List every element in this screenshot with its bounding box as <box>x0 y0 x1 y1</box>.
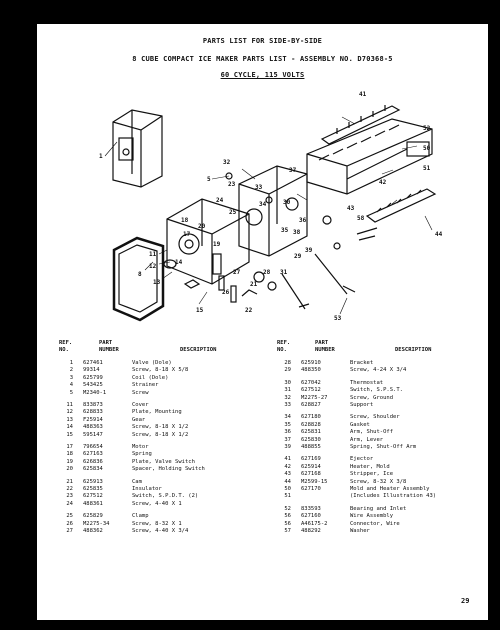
ref-cell: 2 <box>69 367 73 374</box>
ref-cell: 31 <box>284 387 291 394</box>
ref-cell: 51 <box>284 493 291 500</box>
part-number-cell: 625829 <box>83 513 103 520</box>
part-number-cell: 488855 <box>301 444 321 450</box>
part-number-cell: 833873 <box>83 402 103 408</box>
callout-12: 12 <box>149 263 157 270</box>
ref-cell: 23 <box>66 493 73 500</box>
left-part-header: PART NUMBER <box>99 340 119 353</box>
ref-cell: 39 <box>284 444 291 450</box>
ref-cell: 26 <box>66 520 73 527</box>
description-cell: Screw, 4-40 X 1 <box>132 500 182 507</box>
callout-31: 31 <box>280 269 288 276</box>
right-part-header: PART NUMBER <box>315 340 335 353</box>
ref-cell: 15 <box>66 431 73 438</box>
description-cell: Bracket <box>350 360 374 366</box>
part-number-cell: 99314 <box>83 367 100 374</box>
callout-20: 20 <box>198 223 206 230</box>
callout-24: 24 <box>216 197 224 204</box>
callout-44: 44 <box>435 231 443 238</box>
callout-22: 22 <box>245 307 253 314</box>
callout-23: 23 <box>228 181 236 188</box>
part-number-cell: 625830 <box>301 436 321 443</box>
description-cell: Screw, Shoulder <box>350 414 400 421</box>
callout-14: 14 <box>175 259 183 266</box>
description-cell: Spring <box>132 451 152 458</box>
part-number-cell: M2275-27 <box>301 394 328 401</box>
description-cell: Screw, 8-18 X 5/8 <box>132 367 189 374</box>
ref-cell: 25 <box>66 513 73 520</box>
callout-35: 35 <box>281 227 289 234</box>
callout-8: 8 <box>138 271 142 278</box>
part-number-cell: 627180 <box>301 414 321 421</box>
description-cell: Mold and Heater Assembly <box>350 486 430 492</box>
ref-cell: 13 <box>66 416 73 423</box>
part-number-cell: 627461 <box>83 360 103 366</box>
callout-15: 15 <box>196 307 204 314</box>
description-cell: Heater, Mold <box>350 463 390 470</box>
description-cell: Screw, 4-24 X 3/4 <box>350 367 407 374</box>
ref-cell: 34 <box>284 414 291 421</box>
callout-43: 43 <box>347 205 355 212</box>
ref-cell: 20 <box>66 466 73 473</box>
description-cell: Motor <box>132 444 149 450</box>
left-desc-header: DESCRIPTION <box>180 347 217 353</box>
ref-cell: 27 <box>66 528 73 534</box>
ref-cell: 1 <box>69 360 73 366</box>
description-cell: Arm, Shut-Off <box>350 429 394 436</box>
part-number-cell: 626836 <box>83 458 103 465</box>
ref-cell: 5 <box>69 389 73 396</box>
description-cell: Wire Assembly <box>350 513 394 520</box>
ref-cell: 56 <box>284 520 291 527</box>
description-cell: Bearing and Inlet <box>350 505 407 512</box>
description-cell: Insulator <box>132 486 162 492</box>
callout-11: 11 <box>149 251 157 258</box>
description-cell: Ejector <box>350 456 374 463</box>
ref-cell: 3 <box>69 374 73 381</box>
part-number-cell: 625835 <box>83 486 103 492</box>
description-cell: Plate, Mounting <box>132 409 182 416</box>
ref-cell: 24 <box>66 500 73 507</box>
description-cell: Valve (Dole) <box>132 360 172 366</box>
ref-cell: 29 <box>284 367 291 374</box>
description-cell: Screw, 8-32 X 1 <box>132 520 182 527</box>
ejector-drawing <box>322 106 399 144</box>
part-number-cell: 627512 <box>301 387 321 394</box>
ref-cell: 43 <box>284 471 291 478</box>
ref-cell: 56 <box>284 513 291 520</box>
ref-cell: 12 <box>66 409 73 416</box>
part-number-cell: 627042 <box>301 379 321 386</box>
part-number-cell: M2599-15 <box>301 478 328 485</box>
description-cell: Gear <box>132 416 146 423</box>
ref-cell: 4 <box>69 382 73 389</box>
callout-5: 5 <box>207 176 211 183</box>
part-number-cell: 627160 <box>301 513 321 520</box>
callout-29: 29 <box>294 253 302 260</box>
ref-cell: 50 <box>284 486 291 492</box>
description-cell: Spring, Shut-Off Arm <box>350 444 417 450</box>
ref-cell: 33 <box>284 402 291 408</box>
callout-17: 17 <box>183 231 191 238</box>
part-number-cell: 627169 <box>301 456 321 463</box>
description-cell: Strainer <box>132 382 159 389</box>
part-number-cell: 543425 <box>83 382 103 389</box>
callout-41: 41 <box>359 91 367 98</box>
part-number-cell: 628827 <box>301 402 321 408</box>
part-number-cell: 625914 <box>301 463 321 470</box>
ref-cell: 17 <box>66 444 73 450</box>
part-number-cell: 628828 <box>301 421 321 428</box>
part-number-cell: 625913 <box>83 478 103 485</box>
callout-33: 33 <box>255 184 263 191</box>
ref-cell: 57 <box>284 528 291 534</box>
description-cell: Switch, S.P.D.T. (2) <box>132 493 199 500</box>
part-number-cell: 488350 <box>301 367 321 374</box>
ref-cell: 28 <box>284 360 291 366</box>
description-cell: Screw, 8-18 X 1/2 <box>132 431 189 438</box>
description-cell: Coil (Dole) <box>132 374 169 381</box>
description-cell: Cam <box>132 478 142 485</box>
part-number-cell: 628833 <box>83 409 103 416</box>
description-cell: Screw, 8-32 X 3/8 <box>350 478 407 485</box>
part-number-cell: 488292 <box>301 528 321 534</box>
ref-cell: 30 <box>284 379 291 386</box>
stripper-drawing <box>367 189 435 222</box>
description-cell: Screw, 4-40 X 3/4 <box>132 528 189 534</box>
right-desc-header: DESCRIPTION <box>395 347 432 353</box>
shut-off-arm-drawing <box>315 254 355 294</box>
ref-cell: 35 <box>284 421 291 428</box>
left-ref-header: REF. NO. <box>59 340 73 353</box>
description-cell: Clamp <box>132 513 149 520</box>
part-number-cell: 488363 <box>83 424 103 431</box>
ref-cell: 52 <box>284 505 291 512</box>
part-number-cell: 488362 <box>83 528 103 534</box>
part-number-cell: M2275-34 <box>83 520 110 527</box>
ref-cell: 42 <box>284 463 291 470</box>
callout-36: 36 <box>299 217 307 224</box>
description-cell: Screw, 8-18 X 1/2 <box>132 424 189 431</box>
right-ref-header: REF. NO. <box>277 340 291 353</box>
description-cell: Arm, Lever <box>350 436 384 443</box>
part-number-cell: 625834 <box>83 466 103 473</box>
callout-58: 58 <box>357 215 365 222</box>
ref-cell: 19 <box>66 458 73 465</box>
callout-27: 27 <box>233 269 241 276</box>
part-number-cell: 627163 <box>83 451 103 458</box>
callout-53: 53 <box>334 315 342 322</box>
callout-26: 26 <box>222 289 230 296</box>
ref-cell: 36 <box>284 429 291 436</box>
callout-51: 51 <box>423 165 431 172</box>
part-number-cell: 627170 <box>301 486 321 492</box>
callout-39: 39 <box>305 247 313 254</box>
description-cell: Plate, Valve Switch <box>132 458 195 465</box>
document-spec: 60 CYCLE, 115 VOLTS <box>220 71 305 79</box>
ref-cell: 37 <box>284 436 291 443</box>
page-number: 29 <box>461 597 470 605</box>
part-number-cell: 625799 <box>83 374 103 381</box>
callout-52: 52 <box>423 125 431 132</box>
callout-13: 13 <box>153 279 161 286</box>
ref-cell: 18 <box>66 451 73 458</box>
part-number-cell: M2340-1 <box>83 389 107 396</box>
description-cell: Connector, Wire <box>350 520 400 527</box>
exploded-parts-diagram <box>37 24 488 324</box>
ref-cell: 22 <box>66 486 73 492</box>
description-cell: Stripper, Ice <box>350 471 394 478</box>
callout-21: 21 <box>250 281 258 288</box>
callout-25: 25 <box>229 209 237 216</box>
callout-42: 42 <box>379 179 387 186</box>
part-number-cell: 627512 <box>83 493 103 500</box>
part-number-cell: 625831 <box>301 429 321 436</box>
callout-28: 28 <box>263 269 271 276</box>
description-cell: Thermostat <box>350 379 384 386</box>
ref-cell: 14 <box>66 424 73 431</box>
part-number-cell: 627168 <box>301 471 321 478</box>
callout-50: 50 <box>423 145 431 152</box>
description-cell: Washer <box>350 528 370 534</box>
ref-cell: 11 <box>66 402 73 408</box>
ref-cell: 44 <box>284 478 291 485</box>
part-number-cell: 833593 <box>301 505 321 512</box>
part-number-cell: 595147 <box>83 431 103 438</box>
callout-30: 30 <box>283 199 291 206</box>
ref-cell: 41 <box>284 456 291 463</box>
part-number-cell: F25914 <box>83 416 103 423</box>
part-number-cell: 796654 <box>83 444 103 450</box>
document-subtitle: 8 CUBE COMPACT ICE MAKER PARTS LIST - ASSEMBLY NO. D70368-5 <box>132 55 393 63</box>
parts-list-page <box>37 24 488 620</box>
description-cell: Cover <box>132 402 149 408</box>
callout-38: 38 <box>293 229 301 236</box>
callout-34: 34 <box>259 201 267 208</box>
part-number-cell: 625910 <box>301 360 321 366</box>
description-cell: Screw, Ground <box>350 394 394 401</box>
callout-18: 18 <box>181 217 189 224</box>
document-title: PARTS LIST FOR SIDE-BY-SIDE <box>202 37 323 45</box>
description-cell: Support <box>350 402 374 408</box>
description-cell: Screw <box>132 389 149 396</box>
description-cell: Switch, S.P.S.T. <box>350 387 403 394</box>
description-cell: (Includes Illustration 43) <box>350 493 437 500</box>
callout-32: 32 <box>223 159 231 166</box>
ref-cell: 21 <box>66 478 73 485</box>
part-number-cell: 488361 <box>83 500 103 507</box>
description-cell: Spacer, Holding Switch <box>132 466 205 473</box>
ref-cell: 32 <box>284 394 291 401</box>
description-cell: Gasket <box>350 421 370 428</box>
part-number-cell: A46175-2 <box>301 520 328 527</box>
callout-1: 1 <box>99 153 103 160</box>
callout-37: 37 <box>289 167 297 174</box>
callout-19: 19 <box>213 241 221 248</box>
